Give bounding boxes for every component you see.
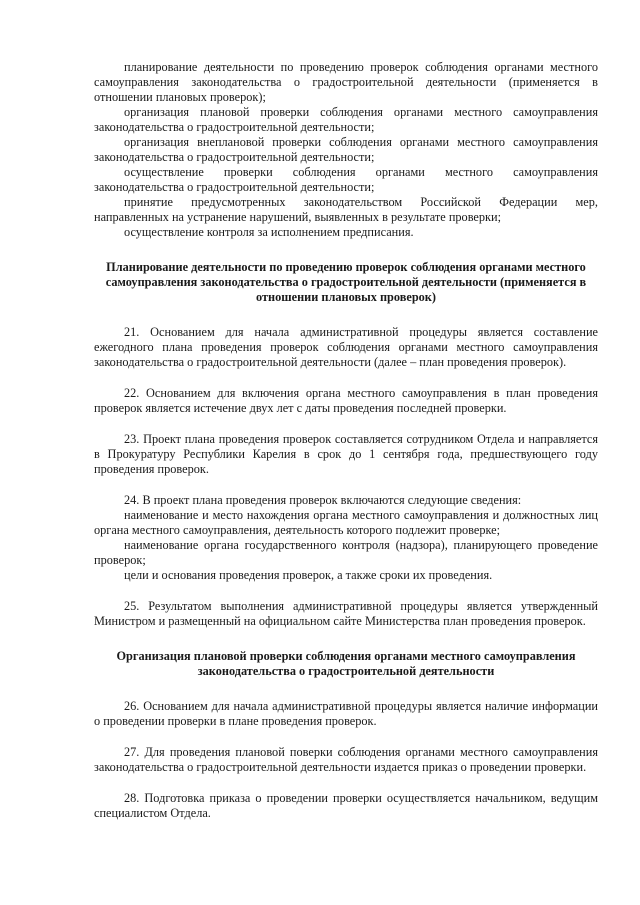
list-item: планирование деятельности по проведению проверок соблюдения органами местного самоуправления законодательства о градостроительной деятельности (применяется в отношении плановых проверок); (94, 60, 598, 104)
paragraph-25: 25. Результатом выполнения административной процедуры является утвержденный Министром и размещенный на официальном сайте Министерства план проведения проверок. (94, 599, 598, 628)
paragraph-24: 24. В проект плана проведения проверок включаются следующие сведения: (124, 493, 522, 507)
list-item: организация плановой проверки соблюдения органами местного самоуправления законодательства о градостроительной деятельности; (94, 105, 598, 134)
list-item: организация внеплановой проверки соблюдения органами местного самоуправления законодательства о градостроительной деятельности; (94, 135, 598, 164)
list-item: наименование и место нахождения органа местного самоуправления и должностных лиц органа местного самоуправления, деятельность которого подлежит проверке; (94, 508, 598, 537)
paragraph-23: 23. Проект плана проведения проверок составляется сотрудником Отдела и направляется в Прокуратуру Республики Карелия в срок до 1 сентября года, предшествующего году проведения проверок. (94, 432, 598, 476)
paragraph-21: 21. Основанием для начала административной процедуры является составление ежегодного плана проведения проверок соблюдения органами местного самоуправления законодательства о градостроительной деятельности (далее – план проведения проверок). (94, 325, 598, 369)
list-item: осуществление проверки соблюдения органами местного самоуправления законодательства о градостроительной деятельности; (94, 165, 598, 194)
paragraph-22: 22. Основанием для включения органа местного самоуправления в план проведения проверок является истечение двух лет с даты проведения последней проверки. (94, 386, 598, 415)
list-item: принятие предусмотренных законодательством Российской Федерации мер, направленных на устранение нарушений, выявленных в результате проверки; (94, 195, 598, 224)
section-heading-planning: Планирование деятельности по проведению проверок соблюдения органами местного самоуправления законодательства о градостроительной деятельности (применяется в отношении плановых проверок) (105, 260, 587, 304)
list-item: осуществление контроля за исполнением предписания. (124, 225, 414, 239)
list-item: цели и основания проведения проверок, а также сроки их проведения. (124, 568, 493, 582)
paragraph-26: 26. Основанием для начала административной процедуры является наличие информации о проведении проверки в плане проведения проверок. (94, 699, 598, 728)
paragraph-28: 28. Подготовка приказа о проведении проверки осуществляется начальником, ведущим специалистом Отдела. (94, 791, 598, 820)
list-item: наименование органа государственного контроля (надзора), планирующего проведение проверок; (94, 538, 598, 567)
section-heading-scheduled-inspection: Организация плановой проверки соблюдения органами местного самоуправления законодательства о градостроительной деятельности (116, 649, 576, 678)
paragraph-27: 27. Для проведения плановой поверки соблюдения органами местного самоуправления законодательства о градостроительной деятельности издается приказ о проведении проверки. (94, 745, 598, 774)
